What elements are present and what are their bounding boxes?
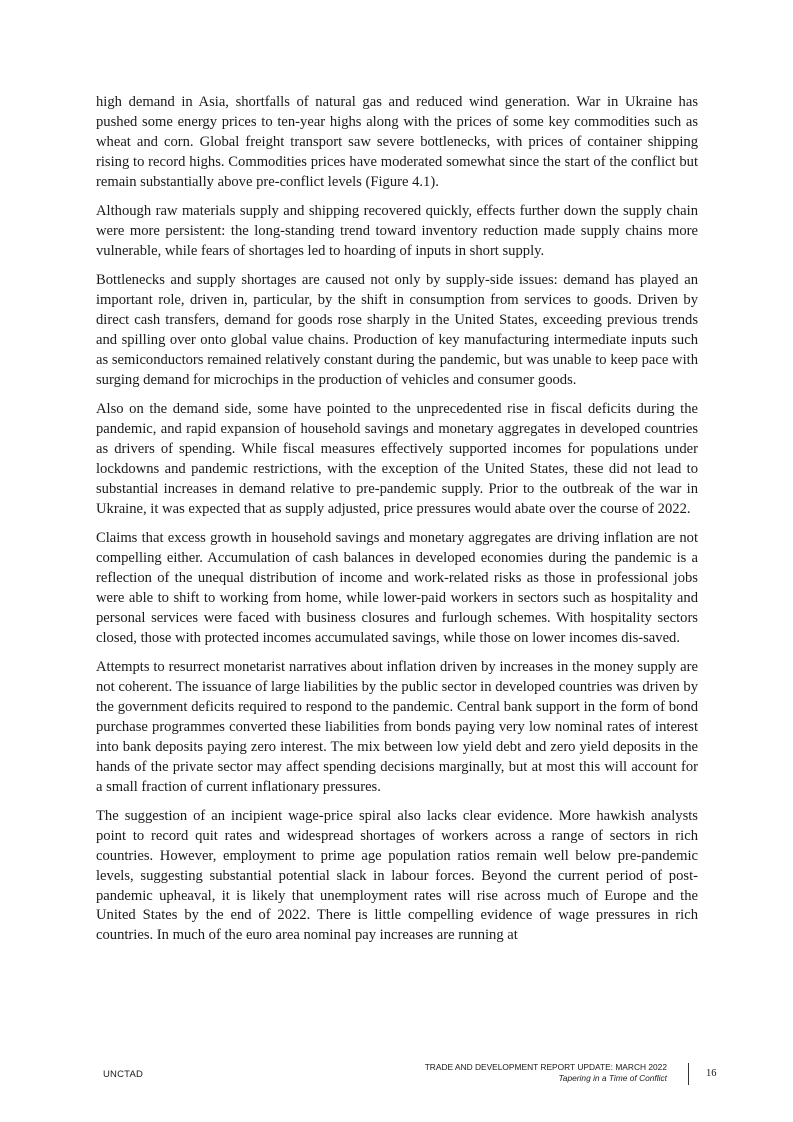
paragraph-5: Claims that excess growth in household savings and monetary aggregates are driving inflation are not compelling either. Accumulation of cash balances in developed economies during the pandemic is a reflection of the unequal distribution of income and work-related risks as those in professional jobs were able to shift to working from home, while lower-paid workers in sectors such as hospitality and personal services were faced with business closures and furlough schemes. With hospitality sectors closed, those with protected incomes accumulated savings, while those on lower incomes dis-saved. — [96, 530, 698, 646]
paragraph-6: Attempts to resurrect monetarist narratives about inflation driven by increases in the money supply are not coherent. The issuance of large liabilities by the public sector in developed countries was driven by the government deficits required to respond to the pandemic. Central bank support in the form of bond purchase programmes converted these liabilities from bonds paying very low nominal rates of interest into bank deposits paying zero interest. The mix between low yield debt and zero yield deposits in the hands of the private sector may affect spending decisions marginally, but at most this will account for a small fraction of current inflationary pressures. — [96, 659, 698, 795]
footer-divider — [688, 1063, 689, 1085]
paragraph-2: Although raw materials supply and shipping recovered quickly, effects further down the supply chain were more persistent: the long-standing trend toward inventory reduction made supply chains more vulnerable, while fears of shortages led to hoarding of inputs in short supply. — [96, 203, 698, 259]
paragraph-4: Also on the demand side, some have pointed to the unprecedented rise in fiscal deficits during the pandemic, and rapid expansion of household savings and monetary aggregates in developed countries as drivers of spending. While fiscal measures effectively supported incomes for populations under lockdowns and pandemic restrictions, with the exception of the United States, these did not lead to substantial increases in demand relative to pre-pandemic supply. Prior to the outbreak of the war in Ukraine, it was expected that as supply adjusted, price pressures would abate over the course of 2022. — [96, 401, 698, 517]
footer-report-subtitle: Tapering in a Time of Conflict — [558, 1072, 667, 1083]
paragraph-1: high demand in Asia, shortfalls of natural gas and reduced wind generation. War in Ukraine has pushed some energy prices to ten-year highs along with the prices of some key commodities such as wheat and corn. Global freight transport saw severe bottlenecks, with prices of container shipping rising to record highs. Commodities prices have moderated somewhat since the start of the conflict but remain substantially above pre-conflict levels (Figure 4.1). — [96, 94, 698, 190]
footer-report-title: TRADE AND DEVELOPMENT REPORT UPDATE: MARCH 2022 — [424, 1062, 667, 1072]
footer-organization: UNCTAD — [103, 1069, 144, 1080]
page-number: 16 — [706, 1068, 717, 1079]
body-text — [96, 93, 698, 956]
footer-report-info — [425, 1062, 667, 1083]
paragraph-7: The suggestion of an incipient wage-price spiral also lacks clear evidence. More hawkish analysts point to record quit rates and widespread shortages of workers across a range of sectors in rich countries. However, employment to prime age population ratios remain well below pre-pandemic levels, suggesting substantial potential slack in labour forces. Beyond the current period of post-pandemic upheaval, it is likely that unemployment rates will rise across much of Europe and the United States by the end of 2022. There is little compelling evidence of wage pressures in rich countries. In much of the euro area nominal pay increases are running at — [96, 807, 698, 944]
paragraph-3: Bottlenecks and supply shortages are caused not only by supply-side issues: demand has played an important role, driven in, particular, by the shift in consumption from services to goods. Driven by direct cash transfers, demand for goods rose sharply in the United States, exceeding previous trends and spilling over onto global value chains. Production of key manufacturing intermediate inputs such as semiconductors remained relatively constant during the pandemic, but was unable to keep pace with surging demand for microchips in the production of vehicles and consumer goods. — [96, 272, 698, 388]
